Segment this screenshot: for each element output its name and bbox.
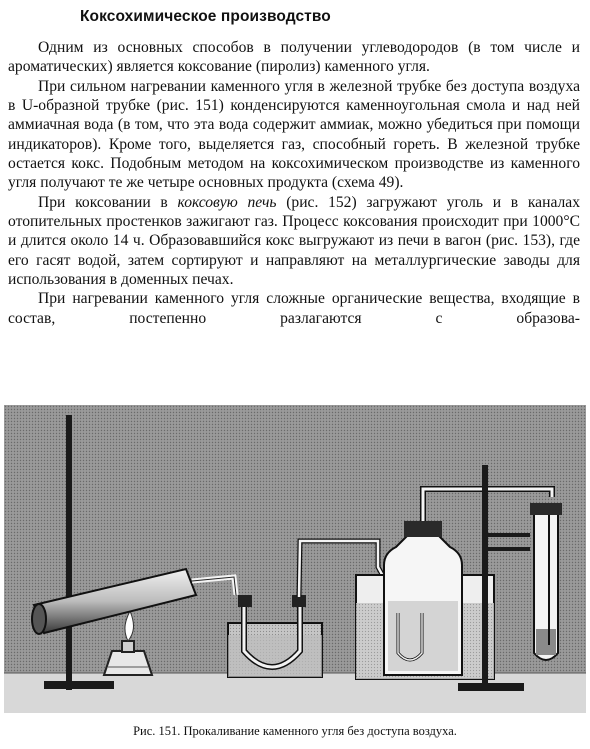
paragraph-text: При сильном нагревании каменного угля в железной трубке без доступа воздуха в U-образной трубке (рис. 151) конденсируются каменноугольная смола и над ней аммиачная вода (в том, что эта вода содержит аммиак, можно убедиться при помощи индикаторов). Кроме того, выделяется газ, способный гореть. В железной трубке остается кокс. Подобным методом на коксохимическом производстве из каменного угля получают те же четыре основных продукта (схема 49). — [8, 77, 580, 192]
emphasis-text: коксовую печь — [177, 193, 277, 211]
paragraph — [8, 289, 580, 328]
section-heading: Коксохимическое производство — [80, 8, 331, 25]
paragraph-text: При нагревании каменного угля сложные органические вещества, входящие в состав, постепенно разлагаются с образова- — [8, 290, 580, 327]
table-surface — [4, 673, 586, 713]
apparatus-illustration — [4, 405, 586, 713]
paragraph — [8, 77, 580, 193]
figure-caption: Рис. 151. Прокаливание каменного угля без доступа воздуха. — [133, 724, 457, 738]
paragraph — [8, 38, 580, 77]
paragraph-text: При коксовании в — [38, 193, 178, 211]
body-text — [8, 38, 580, 328]
paragraph-text: (рис. 152) загружают уголь и в каналах отопительных простенков зажигают газ. Процесс коксования происходит при 1000°C и длится около 14 ч. Образовавшийся кокс выгружают из печи в вагон (рис. 153), где его гасят водой, затем сортируют и направляют на металлургические заводы для использования в доменных печах. — [8, 193, 580, 289]
test-tube — [530, 503, 562, 660]
paragraph-text: Одним из основных способов в получении углеводородов (в том числе и ароматических) является коксование (пиролиз) каменного угля. — [8, 39, 580, 76]
paragraph — [8, 193, 580, 290]
